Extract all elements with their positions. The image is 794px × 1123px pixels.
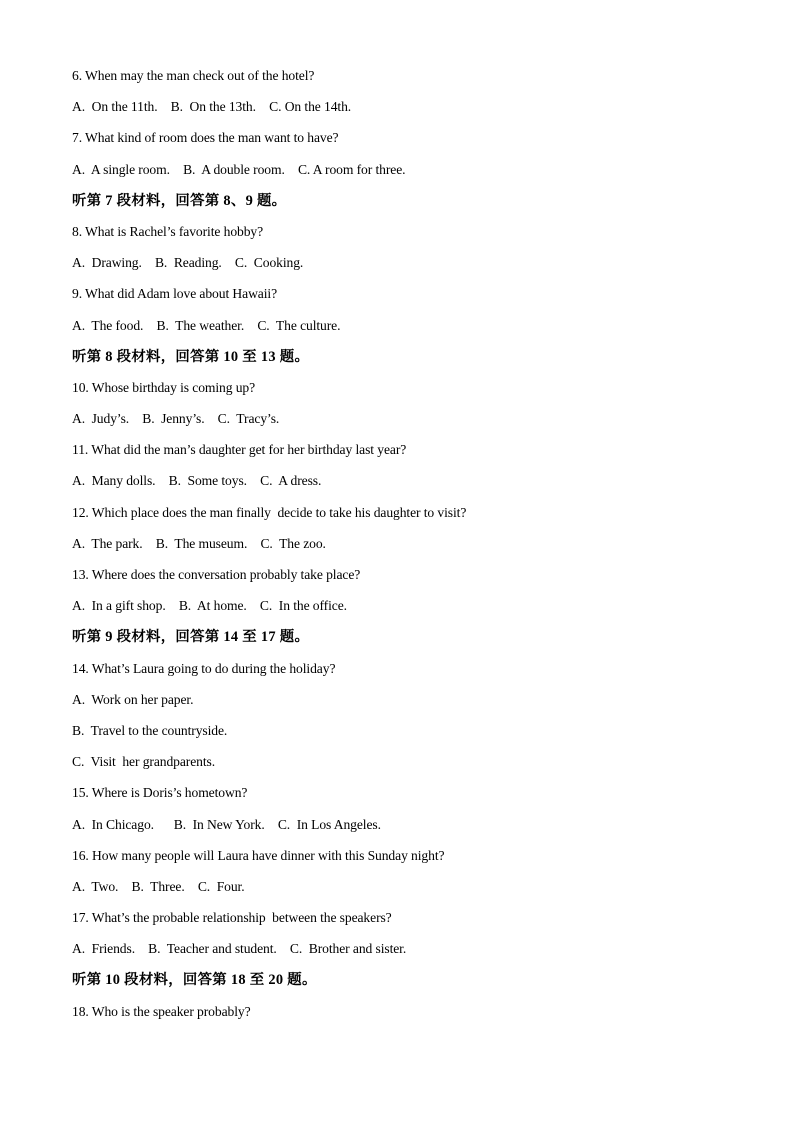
- section-heading: 听第 9 段材料，回答第 14 至 17 题。: [72, 629, 310, 646]
- answer-options: A. Two. B. Three. C. Four.: [72, 878, 245, 894]
- question-text: 14. What’s Laura going to do during the holiday?: [72, 660, 336, 676]
- question-text: 17. What’s the probable relationship between the speakers?: [72, 910, 392, 926]
- question-text: 8. What is Rachel’s favorite hobby?: [72, 223, 264, 239]
- answer-options: A. A single room. B. A double room. C. A room for three.: [72, 161, 406, 177]
- answer-options: A. Drawing. B. Reading. C. Cooking.: [72, 255, 304, 271]
- answer-options: A. Work on her paper.: [72, 691, 194, 707]
- answer-options: A. The food. B. The weather. C. The culture.: [72, 317, 341, 333]
- answer-options: A. Judy’s. B. Jenny’s. C. Tracy’s.: [72, 411, 280, 427]
- question-text: 18. Who is the speaker probably?: [72, 1003, 251, 1019]
- answer-options: A. In Chicago. B. In New York. C. In Los Angeles.: [72, 816, 381, 832]
- question-text: 13. Where does the conversation probably take place?: [72, 567, 361, 582]
- section-heading: 听第 10 段材料，回答第 18 至 20 题。: [72, 972, 317, 989]
- document-page: [72, 64, 752, 1031]
- answer-options: A. The park. B. The museum. C. The zoo.: [72, 535, 326, 551]
- answer-options: B. Travel to the countryside.: [72, 722, 228, 738]
- question-text: 12. Which place does the man finally decide to take his daughter to visit?: [72, 504, 467, 520]
- answer-options: A. In a gift shop. B. At home. C. In the office.: [72, 598, 347, 614]
- answer-options: A. Many dolls. B. Some toys. C. A dress.: [72, 473, 322, 489]
- question-text: 10. Whose birthday is coming up?: [72, 379, 256, 395]
- answer-options: A. On the 11th. B. On the 13th. C. On the 14th.: [72, 99, 352, 115]
- answer-options: C. Visit her grandparents.: [72, 754, 215, 770]
- question-text: 9. What did Adam love about Hawaii?: [72, 286, 278, 302]
- question-text: 11. What did the man’s daughter get for her birthday last year?: [72, 442, 407, 458]
- question-text: 7. What kind of room does the man want to have?: [72, 130, 339, 146]
- section-heading: 听第 7 段材料，回答第 8、9 题。: [72, 192, 287, 209]
- question-text: 15. Where is Doris’s hometown?: [72, 785, 248, 801]
- answer-options: A. Friends. B. Teacher and student. C. Brother and sister.: [72, 941, 407, 957]
- question-text: 6. When may the man check out of the hotel?: [72, 68, 315, 83]
- question-text: 16. How many people will Laura have dinner with this Sunday night?: [72, 847, 445, 863]
- section-heading: 听第 8 段材料，回答第 10 至 13 题。: [72, 348, 310, 365]
